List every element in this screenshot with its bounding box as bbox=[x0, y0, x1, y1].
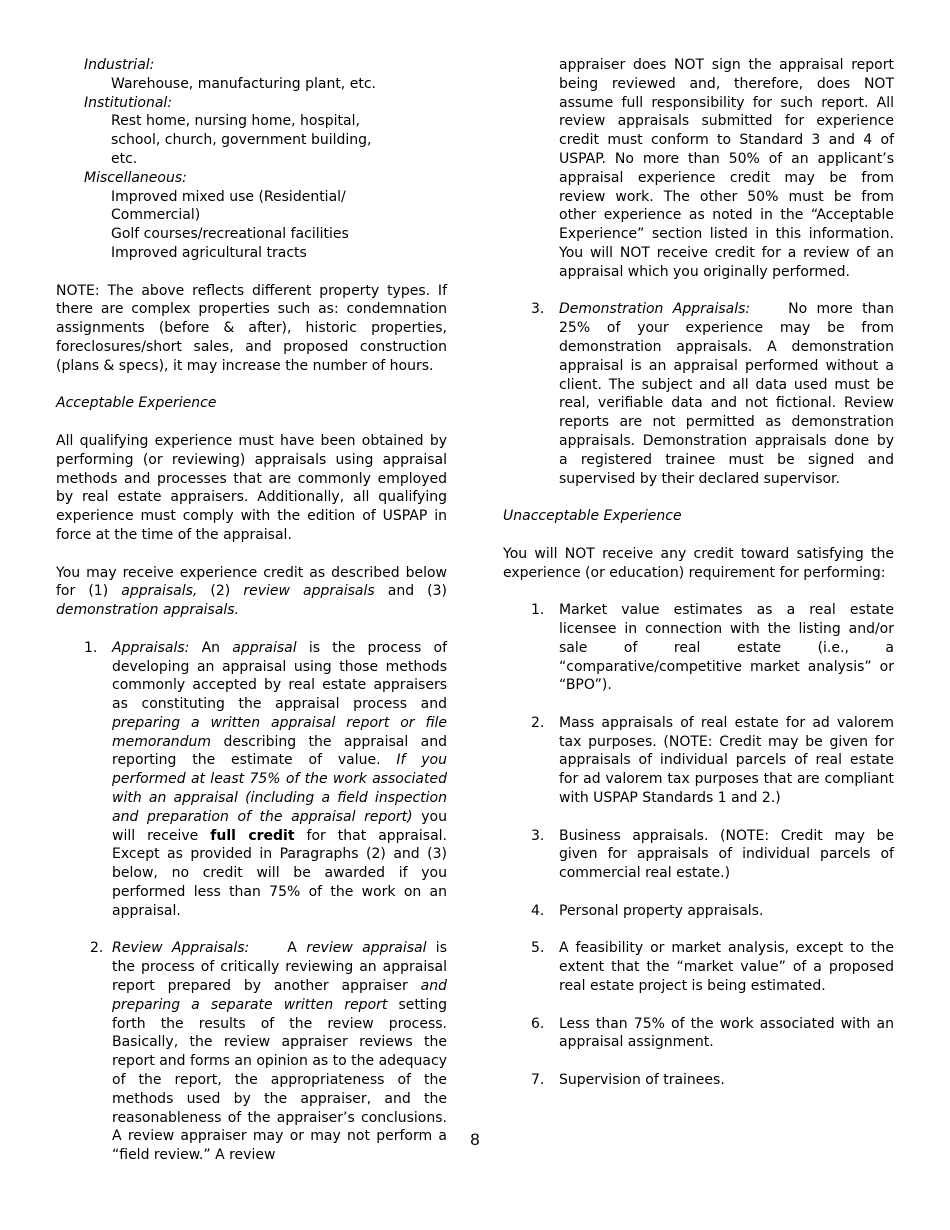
list-item: 1. Market value estimates as a real estate licensee in connection with the listing and/or sale of real estate (i.e., a “comparative/competitive market analysis” or “BPO”). bbox=[531, 602, 894, 694]
miscellaneous-item: Golf courses/recreational facilities bbox=[111, 226, 349, 243]
acceptable-experience-intro: All qualifying experience must have been obtained by performing (or reviewing) appraisals using appraisal methods and processes that are commonly employed by real estate appraisers. Additionally, all qualifying experience must comply with the edition of USPAP in force at the time of the appraisal. bbox=[56, 432, 447, 543]
unacceptable-experience-intro: You will NOT receive any credit toward satisfying the experience (or education) requirement for performing: bbox=[503, 545, 894, 581]
miscellaneous-heading: Miscellaneous: bbox=[84, 169, 187, 186]
institutional-item: school, church, government building, bbox=[111, 132, 372, 149]
property-types-note: NOTE: The above reflects different property types. If there are complex properties such as: condemnation assignments (before & after), historic properties, foreclosures/short sales, and proposed construction (plans & specs), it may increase the number of hours. bbox=[56, 282, 447, 374]
list-item-demonstration-appraisals: 3. Demonstration Appraisals: No more than 25% of your experience may be from demonstration appraisals. A demonstration appraisal is an appraisal performed without a client. The subject and all data used must be real, verifiable data and not fictional. Review reports are not permitted as demonstration appraisals. Demonstration appraisals done by a registered trainee must be signed and supervised by their declared supervisor. bbox=[531, 301, 894, 487]
miscellaneous-item: Commercial) bbox=[111, 207, 201, 224]
left-column bbox=[56, 56, 447, 1165]
miscellaneous-item: Improved mixed use (Residential/ bbox=[111, 188, 346, 205]
industrial-item: Warehouse, manufacturing plant, etc. bbox=[111, 75, 376, 92]
list-item: 4. Personal property appraisals. bbox=[531, 902, 764, 919]
right-column bbox=[503, 56, 894, 1090]
list-item: 3. Business appraisals. (NOTE: Credit may be given for appraisals of individual parcels of commercial real estate.) bbox=[531, 827, 894, 882]
property-types-list bbox=[56, 56, 447, 263]
unacceptable-experience-heading: Unacceptable Experience bbox=[503, 508, 682, 525]
review-appraisals-continued: appraiser does NOT sign the appraisal report being reviewed and, therefore, does NOT assume full responsibility for such report. All review appraisals submitted for experience credit must conform to Standard 3 and 4 of USPAP. No more than 50% of an applicant’s appraisal experience credit may be from review work. The other 50% must be from other experience as noted in the “Acceptable Experience” section listed in this information. You will NOT receive credit for a review of an appraisal which you originally performed. bbox=[559, 57, 894, 280]
institutional-item: etc. bbox=[111, 150, 138, 167]
unacceptable-experience-list bbox=[503, 601, 894, 1090]
list-item: 6. Less than 75% of the work associated with an appraisal assignment. bbox=[531, 1015, 894, 1051]
industrial-heading: Industrial: bbox=[84, 57, 155, 73]
acceptable-experience-list-continued bbox=[503, 56, 894, 488]
list-item-appraisals: 1. Appraisals: An appraisal is the process of developing an appraisal using those methods commonly accepted by real estate appraisers as constituting the appraisal process and preparing a written appraisal report or file memorandum describing the appraisal and reporting the estimate of value. If you performed at least 75% of the work associated with an appraisal (including a field inspection and preparation of the appraisal report) you will receive full credit for that appraisal. Except as provided in Paragraphs (2) and (3) below, no credit will be awarded if you performed less than 75% of the work on an appraisal. bbox=[84, 639, 447, 919]
list-item-review-appraisals: 2. Review Appraisals: A review appraisal is the process of critically reviewing an appraisal report prepared by another appraiser and preparing a separate written report setting forth the results of the review process. Basically, the review appraiser reviews the report and forms an opinion as to the adequacy of the report, the appropriateness of the methods used by the appraiser, and the reasonableness of the appraiser’s conclusions. A review appraiser may or may not perform a “field review.” A review bbox=[90, 940, 447, 1164]
institutional-item: Rest home, nursing home, hospital, bbox=[111, 113, 360, 130]
acceptable-experience-list bbox=[56, 639, 447, 1165]
list-item: 5. A feasibility or market analysis, except to the extent that the “market value” of a proposed real estate project is being estimated. bbox=[531, 940, 894, 995]
list-item: 2. Mass appraisals of real estate for ad valorem tax purposes. (NOTE: Credit may be given for appraisals of individual parcels of real estate for ad valorem tax purposes that are compliant with USPAP Standards 1 and 2.) bbox=[531, 714, 894, 807]
list-item: 7. Supervision of trainees. bbox=[531, 1072, 725, 1089]
miscellaneous-item: Improved agricultural tracts bbox=[111, 244, 307, 261]
page-number: 8 bbox=[470, 1130, 480, 1149]
institutional-heading: Institutional: bbox=[84, 94, 173, 111]
acceptable-experience-heading: Acceptable Experience bbox=[56, 395, 217, 412]
credit-intro: You may receive experience credit as described below for (1) appraisals, (2) review appraisals and (3) demonstration appraisals. bbox=[56, 564, 448, 619]
